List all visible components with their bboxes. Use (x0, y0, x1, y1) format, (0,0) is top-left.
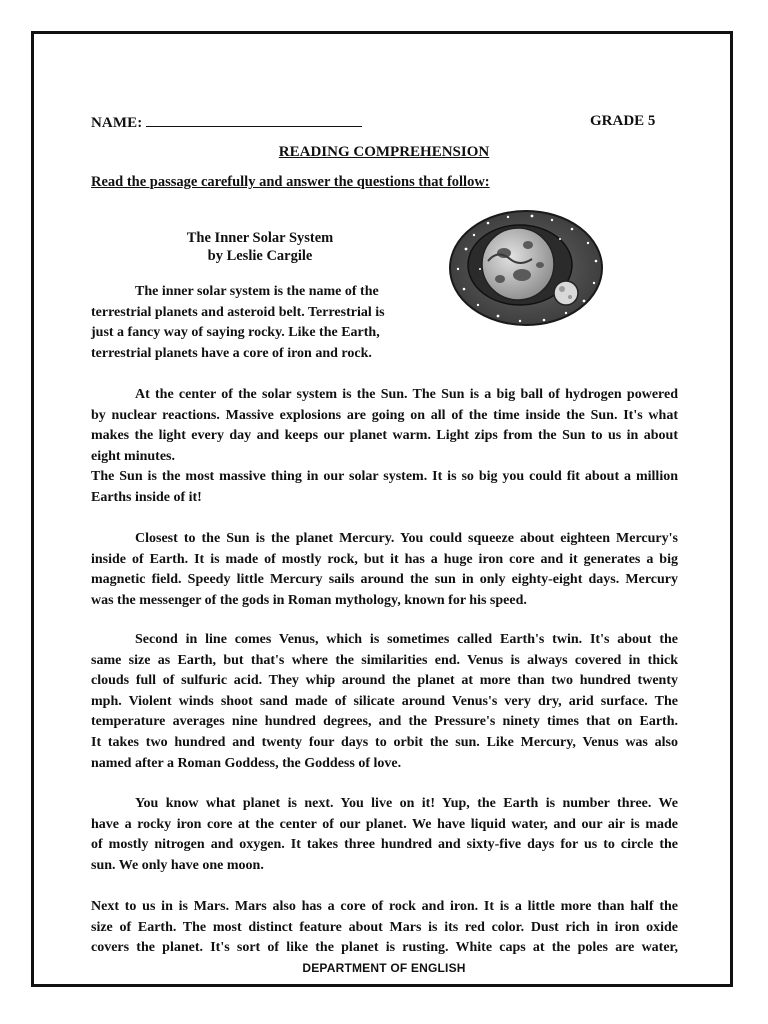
paragraph-1-line: The inner solar system is the name of the (135, 284, 379, 299)
paragraph-1-line: just a fancy way of saying rocky. Like the Earth, (91, 325, 380, 341)
grade-label: GRADE 5 (590, 113, 656, 129)
paragraph-2-line: makes the light every day and keeps our planet warm. Light zips from the Sun to us in about (91, 428, 678, 444)
paragraph-2-line: At the center of the solar system is the Sun. The Sun is a big ball of hydrogen powered (135, 387, 678, 402)
paragraph-6 (91, 897, 678, 959)
paragraph-3-line: magnetic field. Speedy little Mercury sails around the sun in only eighty-eight days. Mercury (91, 572, 678, 588)
name-label: NAME: (91, 115, 143, 131)
paragraph-5 (91, 794, 678, 876)
paragraph-4-line: clouds full of sulfuric acid. They whip around the planet at more than two hundred twenty (91, 673, 678, 689)
paragraph-4-line: same size as Earth, but that's where the similarities end. Venus is always covered in thick (91, 652, 678, 668)
paragraph-5-line: You know what planet is next. You live on it! Yup, the Earth is number three. We (135, 796, 678, 811)
paragraph-1-line: terrestrial planets and asteroid belt. Terrestrial is (91, 304, 385, 320)
page-footer: DEPARTMENT OF ENGLISH (302, 961, 466, 975)
paragraph-4-line: named after a Roman Goddess, the Goddess of love. (91, 755, 402, 771)
story-title-block (155, 229, 365, 265)
paragraph-4-line: temperature averages nine hundred degrees, and the Pressure's ninety times that on Earth. (91, 714, 678, 730)
paragraph-5-line: of mostly nitrogen and oxygen. It takes three hundred and sixty-five days for us to circle the (91, 837, 678, 853)
page-heading: READING COMPREHENSION (278, 144, 490, 160)
name-blank-line (146, 113, 362, 127)
paragraph-1-line: terrestrial planets have a core of iron and rock. (91, 345, 372, 361)
paragraph-6-line: Next to us in is Mars. Mars also has a core of rock and iron. It is a little more than half the (91, 899, 678, 914)
paragraph-3 (91, 529, 678, 611)
paragraph-2 (91, 385, 678, 509)
name-field (91, 113, 362, 132)
paragraph-2-line: The Sun is the most massive thing in our solar system. It is so big you could fit about a million (91, 469, 678, 485)
paragraph-1 (91, 282, 421, 364)
paragraph-2-line: eight minutes. (91, 448, 175, 464)
paragraph-6-line: size of Earth. The most distinct feature about Mars is its red color. Dust rich in iron oxide (91, 919, 678, 935)
paragraph-4 (91, 630, 678, 774)
paragraph-2-line: by nuclear reactions. Massive explosions are going on all of the time inside the Sun. It's what (91, 407, 678, 423)
paragraph-5-line: have a rocky iron core at the center of our planet. We have liquid water, and our air is made (91, 816, 678, 832)
paragraph-2-line: Earths inside of it! (91, 489, 202, 505)
paragraph-4-line: It takes two hundred and twenty four days to orbit the sun. Like Mercury, Venus was also (91, 734, 678, 750)
paragraph-4-line: mph. Violent winds shoot sand made of silicate around Venus's very dry, arid surface. The (91, 693, 678, 709)
story-title: The Inner Solar System (186, 230, 334, 246)
paragraph-5-line: sun. We only have one moon. (91, 857, 264, 873)
instructions: Read the passage carefully and answer the questions that follow: (91, 174, 490, 190)
paragraph-3-line: was the messenger of the gods in Roman mythology, known for his speed. (91, 592, 527, 608)
planet-illustration-icon (448, 209, 604, 327)
paragraph-4-line: Second in line comes Venus, which is sometimes called Earth's twin. It's about the (135, 632, 678, 647)
paragraph-3-line: inside of Earth. It is made of mostly rock, but it has a huge iron core and it generates a big (91, 551, 678, 567)
paragraph-3-line: Closest to the Sun is the planet Mercury. You could squeeze about eighteen Mercury's (135, 531, 678, 546)
story-author: by Leslie Cargile (207, 248, 313, 264)
paragraph-6-line: covers the planet. It's sort of like the planet is rusting. White caps at the poles are water, (91, 940, 678, 956)
